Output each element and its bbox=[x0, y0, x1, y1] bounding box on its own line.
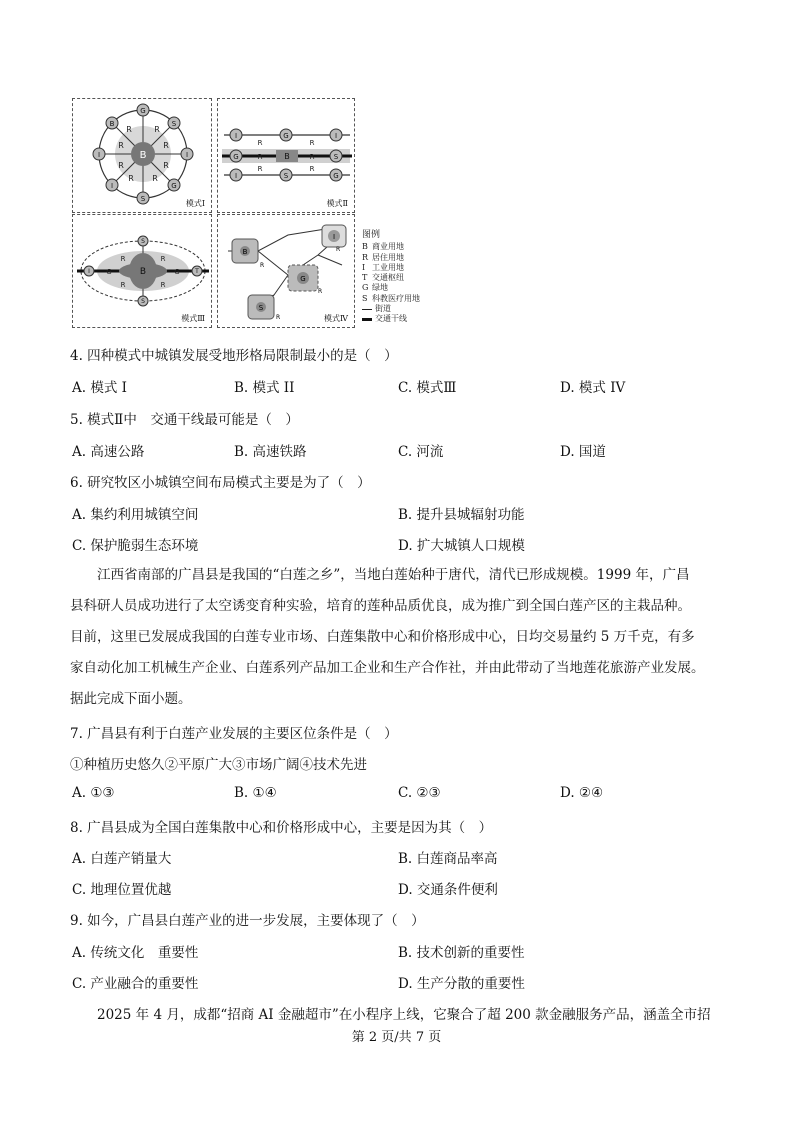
svg-text:I: I bbox=[234, 132, 238, 140]
svg-text:B: B bbox=[242, 248, 248, 256]
passage bbox=[70, 560, 725, 715]
legend-key: G bbox=[362, 283, 369, 293]
svg-text:B: B bbox=[284, 152, 290, 161]
q5-stem: 5. 模式Ⅱ中 交通干线最可能是（ ） bbox=[70, 412, 299, 428]
legend-item bbox=[362, 263, 452, 273]
legend-item bbox=[362, 314, 452, 324]
svg-text:S: S bbox=[171, 120, 177, 128]
legend-text: 商业用地 bbox=[372, 242, 404, 252]
svg-text:R: R bbox=[160, 281, 166, 289]
legend-item bbox=[362, 294, 452, 304]
svg-text:G: G bbox=[300, 275, 306, 283]
q6-option-a[interactable]: A. 集约利用城镇空间 bbox=[72, 507, 199, 523]
legend-text: 绿地 bbox=[372, 283, 388, 293]
svg-text:R: R bbox=[120, 255, 126, 263]
svg-text:R: R bbox=[309, 153, 315, 161]
pattern-iii-label: 模式Ⅲ bbox=[181, 314, 205, 323]
pattern-iv-label: 模式Ⅳ bbox=[324, 314, 348, 323]
legend-text: 街道 bbox=[375, 304, 391, 314]
svg-text:S: S bbox=[140, 195, 146, 203]
legend-text: 居住用地 bbox=[372, 252, 404, 262]
q8-option-a[interactable]: A. 白莲产销量大 bbox=[72, 851, 172, 867]
svg-text:G: G bbox=[140, 107, 146, 115]
svg-text:R: R bbox=[163, 161, 169, 170]
svg-text:I: I bbox=[185, 151, 189, 159]
svg-text:R: R bbox=[128, 174, 134, 183]
legend-item bbox=[362, 304, 452, 314]
svg-text:B: B bbox=[139, 150, 147, 161]
svg-text:S: S bbox=[333, 153, 339, 161]
passage-line: 县科研人员成功进行了太空诱变育种实验，培育的莲种品质优良，成为推广到全国白莲产区的主栽品种。 bbox=[70, 598, 691, 614]
svg-text:R: R bbox=[318, 288, 323, 295]
q5-option-a[interactable]: A. 高速公路 bbox=[72, 444, 145, 460]
figure-legend bbox=[362, 230, 452, 325]
svg-text:R: R bbox=[257, 165, 263, 173]
pattern-i-label: 模式Ⅰ bbox=[185, 199, 205, 208]
svg-text:G: G bbox=[106, 268, 112, 276]
q7-subitems: ①种植历史悠久②平原广大③市场广阔④技术先进 bbox=[70, 757, 367, 773]
legend-item bbox=[362, 253, 452, 263]
svg-text:G: G bbox=[333, 172, 339, 180]
page-footer: 第 2 页/共 7 页 bbox=[351, 1030, 442, 1045]
svg-text:G: G bbox=[174, 268, 180, 276]
q5-option-c[interactable]: C. 河流 bbox=[398, 444, 444, 460]
legend-item bbox=[362, 242, 452, 252]
passage-line: 据此完成下面小题。 bbox=[70, 691, 192, 707]
legend-text: 科教医疗用地 bbox=[372, 293, 420, 303]
q5-option-d[interactable]: D. 国道 bbox=[560, 444, 606, 460]
svg-text:B: B bbox=[139, 267, 147, 277]
svg-text:I: I bbox=[88, 268, 90, 275]
svg-text:G: G bbox=[283, 132, 289, 140]
q8-option-c[interactable]: C. 地理位置优越 bbox=[72, 882, 172, 898]
pattern-ii-label: 模式Ⅱ bbox=[326, 199, 348, 208]
q8-option-d[interactable]: D. 交通条件便利 bbox=[398, 882, 498, 898]
q4-stem: 4. 四种模式中城镇发展受地形格局限制最小的是（ ） bbox=[70, 348, 398, 364]
q7-option-c[interactable]: C. ②③ bbox=[398, 785, 441, 801]
pattern-iv-panel bbox=[217, 214, 355, 328]
trunk-line-swatch bbox=[362, 318, 372, 321]
q4-option-c[interactable]: C. 模式Ⅲ bbox=[398, 380, 457, 396]
svg-text:T: T bbox=[195, 268, 199, 275]
q7-option-d[interactable]: D. ②④ bbox=[560, 785, 604, 801]
pattern-iii-diagram bbox=[73, 215, 211, 327]
q4-option-d[interactable]: D. 模式 IV bbox=[560, 380, 626, 396]
legend-item bbox=[362, 283, 452, 293]
q9-option-c[interactable]: C. 产业融合的重要性 bbox=[72, 976, 199, 992]
svg-text:S: S bbox=[283, 172, 289, 180]
svg-text:S: S bbox=[141, 238, 145, 245]
legend-text: 交通枢纽 bbox=[372, 273, 404, 283]
svg-text:R: R bbox=[118, 141, 124, 150]
svg-text:G: G bbox=[171, 182, 177, 190]
svg-text:G: G bbox=[233, 153, 239, 161]
svg-text:S: S bbox=[141, 298, 145, 305]
passage-line: 目前，这里已发展成我国的白莲专业市场、白莲集散中心和价格形成中心，日均交易量约 5 万千克，有多 bbox=[70, 629, 695, 645]
svg-text:S: S bbox=[258, 304, 264, 312]
legend-key: B bbox=[362, 242, 368, 252]
svg-text:R: R bbox=[309, 165, 315, 173]
legend-title: 图例 bbox=[362, 230, 381, 240]
pattern-ii-panel bbox=[217, 98, 355, 213]
q8-option-b[interactable]: B. 白莲商品率高 bbox=[398, 851, 498, 867]
legend-text: 工业用地 bbox=[372, 262, 404, 272]
street-line-swatch bbox=[362, 309, 372, 310]
svg-text:R: R bbox=[152, 174, 158, 183]
svg-text:R: R bbox=[257, 139, 263, 147]
q7-stem: 7. 广昌县有利于白莲产业发展的主要区位条件是（ ） bbox=[70, 726, 398, 742]
pattern-ii-diagram bbox=[218, 99, 354, 212]
svg-text:I: I bbox=[234, 172, 238, 180]
svg-text:R: R bbox=[260, 262, 265, 269]
q7-option-a[interactable]: A. ①③ bbox=[72, 785, 115, 801]
svg-text:I: I bbox=[332, 233, 336, 241]
q4-option-b[interactable]: B. 模式 II bbox=[234, 380, 295, 396]
svg-text:I: I bbox=[334, 132, 338, 140]
q6-option-c[interactable]: C. 保护脆弱生态环境 bbox=[72, 538, 199, 554]
q5-option-b[interactable]: B. 高速铁路 bbox=[234, 444, 307, 460]
legend-key: I bbox=[362, 262, 366, 272]
q7-option-b[interactable]: B. ①④ bbox=[234, 785, 277, 801]
svg-text:R: R bbox=[336, 246, 341, 253]
legend-key: T bbox=[362, 273, 368, 283]
q6-option-d[interactable]: D. 扩大城镇人口规模 bbox=[398, 538, 525, 554]
svg-text:R: R bbox=[309, 139, 315, 147]
q9-stem: 9. 如今，广昌县白莲产业的进一步发展，主要体现了（ ） bbox=[70, 913, 425, 929]
pattern-i-diagram bbox=[73, 99, 211, 212]
q8-stem: 8. 广昌县成为全国白莲集散中心和价格形成中心，主要是因为其（ ） bbox=[70, 820, 493, 836]
pattern-iv-diagram bbox=[218, 215, 354, 327]
q9-option-b[interactable]: B. 技术创新的重要性 bbox=[398, 945, 525, 961]
svg-text:B: B bbox=[109, 120, 115, 128]
legend-key: R bbox=[362, 252, 369, 262]
svg-text:R: R bbox=[257, 153, 263, 161]
q6-option-b[interactable]: B. 提升县城辐射功能 bbox=[398, 507, 525, 523]
pattern-iii-panel bbox=[72, 214, 212, 328]
svg-text:R: R bbox=[160, 255, 166, 263]
svg-text:R: R bbox=[276, 314, 281, 321]
svg-text:R: R bbox=[118, 161, 124, 170]
svg-text:R: R bbox=[120, 281, 126, 289]
svg-text:R: R bbox=[126, 125, 132, 134]
q9-option-d[interactable]: D. 生产分散的重要性 bbox=[398, 976, 525, 992]
svg-text:R: R bbox=[154, 125, 160, 134]
trailing-passage-line: 2025 年 4 月，成都“招商 AI 金融超市”在小程序上线，它聚合了超 200 款金融服务产品，涵盖全市招 bbox=[97, 1007, 711, 1023]
passage-line: 江西省南部的广昌县是我国的“白莲之乡”，当地白莲始种于唐代，清代已形成规模。1999 年，广昌 bbox=[97, 567, 690, 583]
svg-text:I: I bbox=[110, 182, 114, 190]
svg-text:I: I bbox=[97, 151, 101, 159]
q6-stem: 6. 研究牧区小城镇空间布局模式主要是为了（ ） bbox=[70, 475, 371, 491]
q9-option-a[interactable]: A. 传统文化 重要性 bbox=[72, 945, 199, 961]
passage-line: 家自动化加工机械生产企业、白莲系列产品加工企业和生产合作社，并由此带动了当地莲花旅游产业发展。 bbox=[70, 660, 705, 676]
legend-item bbox=[362, 273, 452, 283]
q4-option-a[interactable]: A. 模式 I bbox=[72, 380, 127, 396]
pattern-i-panel bbox=[72, 98, 212, 213]
legend-key: S bbox=[362, 293, 368, 303]
legend-text: 交通干线 bbox=[375, 314, 407, 324]
svg-text:R: R bbox=[163, 141, 169, 150]
land-use-pattern-figure bbox=[70, 96, 440, 330]
